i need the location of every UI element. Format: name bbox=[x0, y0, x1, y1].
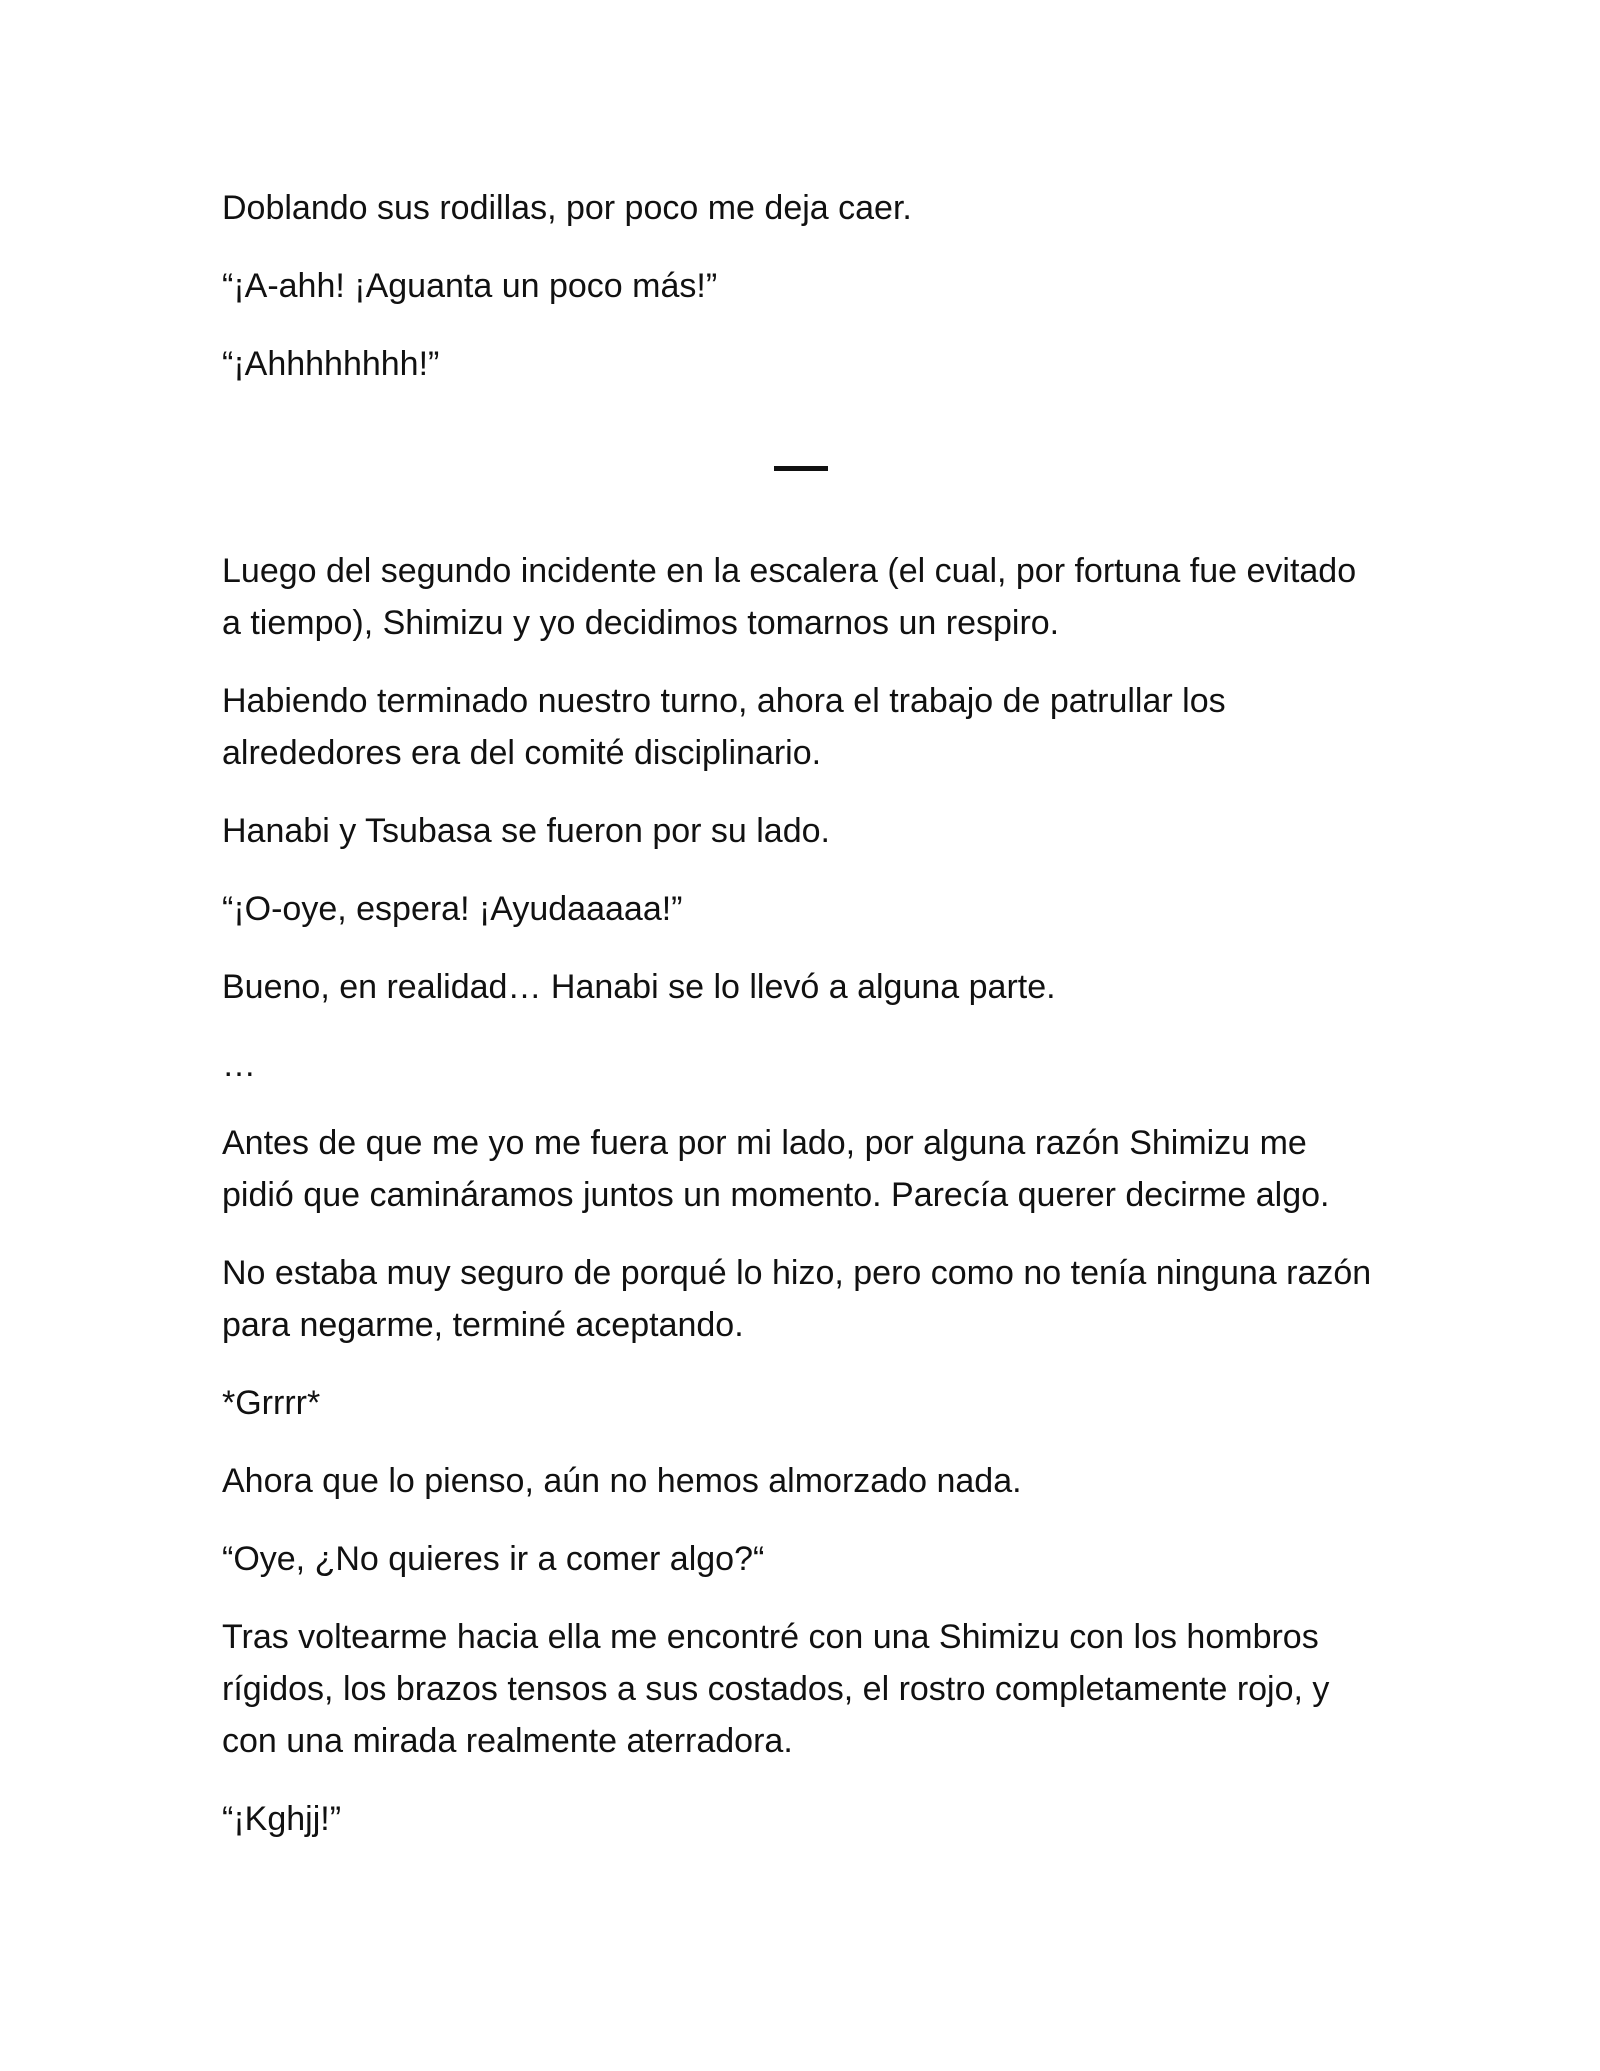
main-section bbox=[222, 545, 1382, 1845]
paragraph: Bueno, en realidad… Hanabi se lo llevó a alguna parte. bbox=[222, 968, 1056, 1006]
paragraph: Ahora que lo pienso, aún no hemos almorzado nada. bbox=[222, 1462, 1022, 1500]
dialogue-line: “¡A-ahh! ¡Aguanta un poco más!” bbox=[222, 267, 718, 305]
top-section bbox=[222, 182, 1382, 390]
paragraph: Habiendo terminado nuestro turno, ahora el trabajo de patrullar los alrededores era del comité disciplinario. bbox=[222, 682, 1226, 772]
paragraph: No estaba muy seguro de porqué lo hizo, pero como no tenía ninguna razón para negarme, terminé aceptando. bbox=[222, 1254, 1372, 1344]
dialogue-line: “¡Ahhhhhhhh!” bbox=[222, 345, 440, 383]
dialogue-line: “¡Kghjj!” bbox=[222, 1800, 342, 1838]
paragraph: Antes de que me yo me fuera por mi lado, por alguna razón Shimizu me pidió que camináramos juntos un momento. Parecía querer decirme algo. bbox=[222, 1124, 1330, 1214]
paragraph: Tras voltearme hacia ella me encontré con una Shimizu con los hombros rígidos, los brazos tensos a sus costados, el rostro completamente rojo, y con una mirada realmente aterradora. bbox=[222, 1618, 1330, 1760]
paragraph: Doblando sus rodillas, por poco me deja caer. bbox=[222, 189, 912, 227]
ellipsis-line: … bbox=[222, 1046, 256, 1084]
dialogue-line: “Oye, ¿No quieres ir a comer algo?“ bbox=[222, 1540, 765, 1578]
paragraph: Hanabi y Tsubasa se fueron por su lado. bbox=[222, 812, 830, 850]
dialogue-line: “¡O-oye, espera! ¡Ayudaaaaa!” bbox=[222, 890, 683, 928]
sound-effect-line: *Grrrr* bbox=[222, 1384, 321, 1422]
paragraph: Luego del segundo incidente en la escalera (el cual, por fortuna fue evitado a tiempo), Shimizu y yo decidimos tomarnos un respiro. bbox=[222, 552, 1357, 642]
scene-separator bbox=[774, 466, 828, 471]
